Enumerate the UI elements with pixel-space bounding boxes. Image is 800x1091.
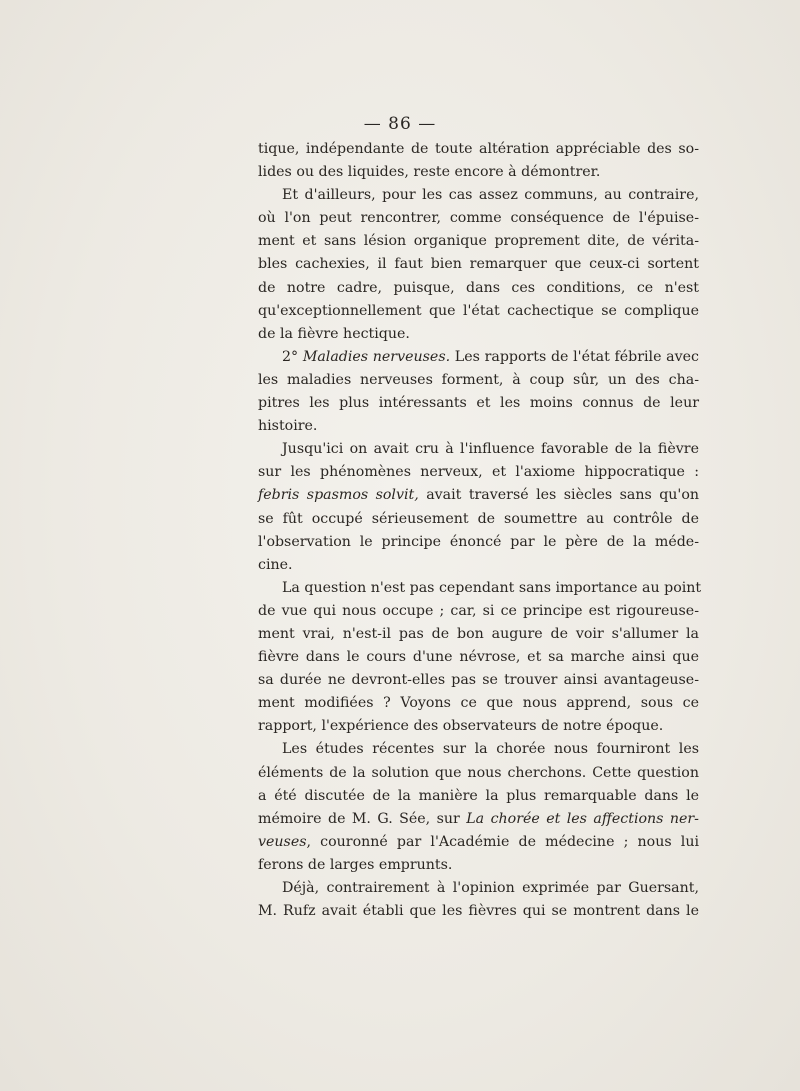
text-line: [258, 831, 699, 854]
text-line: [258, 808, 699, 831]
text-line: La question n'est pas cependant sans importance au point: [282, 579, 702, 596]
text-line: de vue qui nous occupe ; car, si ce principe est rigoureuse-: [258, 602, 699, 619]
text-line: [258, 484, 699, 507]
text-line: Jusqu'ici on avait cru à l'influence favorable de la fièvre: [282, 441, 699, 458]
text-line: lides ou des liquides, reste encore à démontrer.: [258, 164, 601, 181]
text-line: ment modifiées ? Voyons ce que nous apprend, sous ce: [258, 695, 699, 712]
text-line: pitres les plus intéressants et les moins connus de leur: [258, 395, 699, 412]
page-number: — 86 —: [363, 114, 437, 134]
text-line: de notre cadre, puisque, dans ces conditions, ce n'est: [258, 279, 699, 296]
text-line: a été discutée de la manière la plus remarquable dans le: [258, 787, 699, 804]
italic-segment: veuses: [258, 833, 307, 850]
text-line: sur les phénomènes nerveux, et l'axiome hippocratique :: [258, 464, 699, 481]
text-line: Et d'ailleurs, pour les cas assez communs, au contraire,: [282, 187, 699, 204]
text-line-segment: mémoire de M. G. Sée, sur: [258, 810, 467, 827]
text-line: rapport, l'expérience des observateurs de notre époque.: [258, 718, 664, 735]
italic-segment: febris spasmos solvit,: [258, 487, 419, 504]
text-line: se fût occupé sérieusement de soumettre au contrôle de: [258, 510, 699, 527]
text-line-segment: , couronné par l'Académie de médecine ; nous lui: [306, 833, 699, 850]
text-line: qu'exceptionnellement que l'état cachectique se complique: [258, 302, 699, 319]
text-line-segment: Les rapports de l'état fébrile avec: [450, 348, 699, 365]
text-line: tique, indépendante de toute altération appréciable des so-: [258, 141, 699, 157]
text-line: histoire.: [258, 418, 318, 435]
text-line: [258, 346, 699, 369]
text-line: de la fièvre hectique.: [258, 325, 410, 342]
text-line: Déjà, contrairement à l'opinion exprimée par Guersant,: [282, 880, 699, 896]
text-line: éléments de la solution que nous cherchons. Cette question: [258, 764, 699, 781]
text-line: ment vrai, n'est-il pas de bon augure de voir s'allumer la: [258, 625, 699, 642]
body-text: [258, 138, 702, 923]
text-line: les maladies nerveuses forment, à coup sûr, un des cha-: [258, 371, 699, 388]
text-line: ferons de larges emprunts.: [258, 856, 453, 873]
text-line: Les études récentes sur la chorée nous fourniront les: [282, 741, 699, 758]
text-line-segment: 2°: [282, 348, 303, 365]
italic-segment: Maladies nerveuses.: [302, 348, 451, 365]
text-line: M. Rufz avait établi que les fièvres qui se montrent dans le: [258, 903, 699, 920]
text-line: ment et sans lésion organique proprement dite, de vérita-: [258, 233, 699, 250]
italic-segment: La chorée et les affections ner-: [466, 810, 699, 827]
text-line-segment: avait traversé les siècles sans qu'on: [418, 487, 699, 504]
text-line: où l'on peut rencontrer, comme conséquence de l'épuise-: [258, 210, 699, 227]
text-line: fièvre dans le cours d'une névrose, et sa marche ainsi que: [258, 649, 699, 666]
text-line: bles cachexies, il faut bien remarquer que ceux-ci sortent: [258, 256, 699, 273]
text-line: sa durée ne devront-elles pas se trouver ainsi avantageuse-: [258, 672, 699, 689]
text-line: l'observation le principe énoncé par le père de la méde-: [258, 533, 699, 550]
text-line: cine.: [258, 556, 293, 573]
